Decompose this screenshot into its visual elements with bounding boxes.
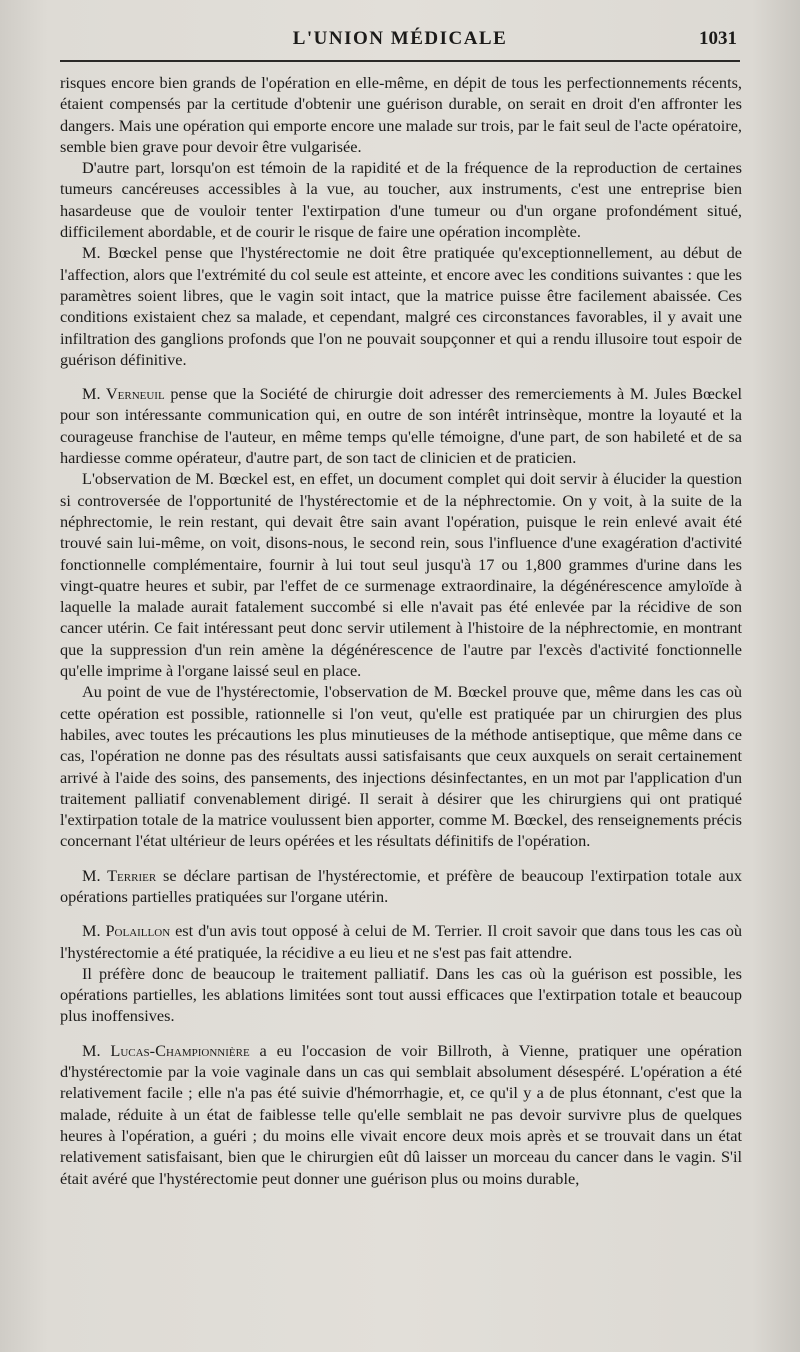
paragraph: M. Terrier se déclare partisan de l'hystérectomie, et préfère de beaucoup l'extirpation totale aux opérations partielles pratiquées sur l'organe utérin. xyxy=(60,865,742,906)
paragraph: M. Lucas-Championnière a eu l'occasion de voir Billroth, à Vienne, pratiquer une opération d'hystérectomie par la voie vaginale dans un cas qui semblait absolument désespéré. L'opération a été relativement facile ; elle n'a pas été suivie d'hémorrhagie, et, ce qu'il y a de plus étonnant, c'est que la malade, réduite à un état de faiblesse telle qu'elle semblait ne pas devoir survivre plus de quelques heures à l'opération, a guéri ; du moins elle vivait encore deux mois après et se trouvait dans un état relativement satisfaisant, bien que le chirurgien eût dû laisser un morceau du cancer dans le vagin. S'il était avéré que l'hystérectomie peut donner une guérison plus ou moins durable, xyxy=(60,1040,742,1188)
speaker-name: M. Lucas-Championnière xyxy=(82,1040,250,1060)
speaker-name: M. Polaillon xyxy=(82,921,171,941)
paragraph: Il préfère donc de beaucoup le traitement palliatif. Dans les cas où la guérison est possible, les opérations partielles, les ablations limitées sont tout aussi efficaces que l'extirpation totale et beaucoup plus inoffensives. xyxy=(60,963,742,1026)
paragraph: Au point de vue de l'hystérectomie, l'observation de M. Bœckel prouve que, même dans les cas où cette opération est possible, rationnelle si l'on veut, qu'elle est pratiquée par un chirurgien des plus habiles, avec toutes les précautions les plus minutieuses de la méthode antiseptique, que même dans ce cas, l'opération ne donne pas des résultats aussi satisfaisants que ceux auxquels on serait certainement arrivé à l'aide des soins, des pansements, des injections désinfectantes, en un mot par l'application d'un traitement palliatif convenablement dirigé. Il serait à désirer que les chirurgiens qui ont pratiqué l'extirpation totale de la matrice voulussent bien apporter, comme M. Bœckel, des renseignements précis concernant l'état ultérieur de leurs opérées et les résultats définitifs de l'opération. xyxy=(60,682,742,851)
paragraph: risques encore bien grands de l'opération en elle-même, en dépit de tous les perfectionnements récents, étaient compensés par la certitude d'obtenir une guérison durable, on serait en droit d'en affronter les dangers. Mais une opération qui emporte encore une malade sur trois, par le fait seul de l'acte opératoire, semble bien grave pour devoir être vulgarisée. xyxy=(60,73,742,156)
paragraph: M. Verneuil pense que la Société de chirurgie doit adresser des remerciements à M. Jules Bœckel pour son intéressante communication qui, en outre de son intérêt intrinsèque, montre la loyauté et la courageuse franchise de l'auteur, en même temps qu'elle témoigne, d'une part, de son habileté et de sa hardiesse comme opérateur, d'autre part, de son tact de clinicien et de praticien. xyxy=(60,384,742,468)
running-head: L'UNION MÉDICALE xyxy=(292,28,508,49)
speaker-name: M. Terrier xyxy=(82,865,157,885)
header-rule xyxy=(60,60,740,62)
paragraph: L'observation de M. Bœckel est, en effet, un document complet qui doit servir à élucider la question si controversée de l'opportunité de l'hystérectomie et de la néphrectomie. On y voit, à la suite de la néphrectomie, le rein restant, qui devait être sain avant l'opération, puisque le rein enlevé avait été trouvé sain lui-même, on voit, disons-nous, le second rein, sous l'influence d'une exagération d'activité fonctionnelle complémentaire, fournir à lui tout seul jusqu'à 17 ou 1,800 grammes d'urine dans les vingt-quatre heures et subir, par l'effet de ce surmenage extraordinaire, la dégénérescence amyloïde à laquelle la malade aurait fatalement succombé si elle n'avait pas été enlevée par la récidive de son cancer utérin. Ce fait intéressant peut donc servir utilement à l'histoire de la néphrectomie, en montrant que la suppression d'un rein amène la dégénérescence de l'autre par l'excès d'activité fonctionnelle qu'elle imprime à l'organe laissé seul en place. xyxy=(60,469,742,681)
paragraph: D'autre part, lorsqu'on est témoin de la rapidité et de la fréquence de la reproduction de certaines tumeurs cancéreuses accessibles à la vue, au toucher, aux instruments, c'est une entreprise bien hasardeuse que de vouloir tenter l'extirpation d'une tumeur ou d'un organe profondément situé, difficilement abordable, et de courir le risque de faire une opération incomplète. xyxy=(60,158,742,242)
paragraph: M. Polaillon est d'un avis tout opposé à celui de M. Terrier. Il croit savoir que dans tous les cas où l'hystérectomie a été pratiquée, la récidive a eu lieu et ne s'est pas fait attendre. xyxy=(60,921,742,962)
page-number: 1031 xyxy=(699,28,737,49)
paragraph: M. Bœckel pense que l'hystérectomie ne doit être pratiquée qu'exceptionnellement, au début de l'affection, alors que l'extrémité du col seule est atteinte, et encore avec les conditions suivantes : que les paramètres soient libres, que le vagin soit intact, que la matrice puisse être facilement abaissée. Ces conditions existaient chez sa malade, et cependant, malgré ces circonstances favorables, il y avait une infiltration des ganglions profonds que l'on ne pouvait soupçonner et qui a rendu illusoire tout espoir de guérison définitive. xyxy=(60,243,742,369)
speaker-name: M. Verneuil xyxy=(82,384,165,404)
article-body xyxy=(60,72,742,1189)
page-header xyxy=(55,28,745,58)
